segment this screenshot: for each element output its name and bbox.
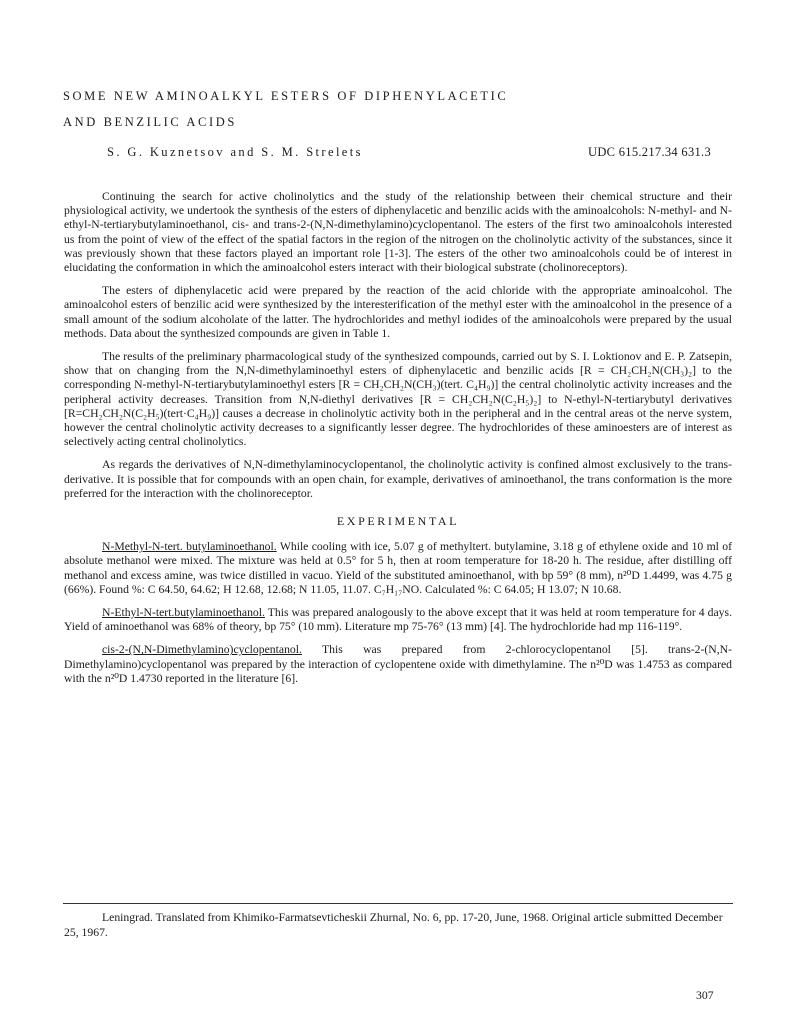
experimental-heading: EXPERIMENTAL xyxy=(336,514,460,529)
compound-name: N-Ethyl-N-tert.butylaminoethanol. xyxy=(102,606,265,620)
paragraph-synthesis: The esters of diphenylacetic acid were prepared by the reaction of the acid chloride with the appropriate aminoalcohol. The aminoalcohol esters of benzilic acid were synthesized by the interesterification of the methyl ester with the aminoalcohol in the presence of a small amount of the sodium alcoholate of the latter. The hydrochlorides and methyl iodides of the aminoalcohols were prepared by the usual methods. Data about the synthesized compounds are given in Table 1. xyxy=(64,284,732,340)
compound-name: cis-2-(N,N-Dimethylamino)cyclopentanol. xyxy=(102,643,302,657)
experimental-text: This was prepared analogously to the above except that it was held at room temperature for 4 days. Yield of aminoethanol was 68% of theory, bp 75° (10 mm). Literature mp 75-76° (13 mm) [4]. The hydrochloride had mp 116-119°. xyxy=(64,606,732,634)
experimental-item-2 xyxy=(64,606,732,634)
authors: S. G. Kuznetsov and S. M. Strelets xyxy=(107,145,363,159)
paragraph-pharmacology: The results of the preliminary pharmacological study of the synthesized compounds, carried out by S. I. Loktionov and E. P. Zatsepin, show that on changing from the N,N-dimethylaminoethyl esters of diphenylacetic and benzilic acids [R = CH₂CH₂N(CH₃)₂] to the corresponding N-methyl-N-tertiarybutylaminoethyl esters [R = CH₂CH₂N(CH₃)(tert. C₄H₉)] the central cholinolytic activity increases and the peripheral activity decreases. Transition from N,N-diethyl derivatives [R = CH₂CH₂N(C₂H₅)₂] to N-ethyl-N-tertiarybutyl derivatives [R=CH₂CH₂N(C₂H₅)(tert·C₄H₉)] causes a decrease in cholinolytic activity both in the peripheral and in the central areas ot the nerve system, however the central cholinolytic activity decreases to a significantly lesser degree. The hydrochlorides of these aminoesters are of interest as selectively acting central cholinolytics. xyxy=(64,350,732,449)
article-title-line-2: AND BENZILIC ACIDS xyxy=(63,115,237,129)
experimental-item-3 xyxy=(64,643,732,686)
compound-name: N-Methyl-N-tert. butylaminoethanol. xyxy=(102,540,277,554)
article-body xyxy=(64,190,732,695)
page-number: 307 xyxy=(696,989,714,1002)
udc-code: UDC 615.217.34 631.3 xyxy=(588,145,712,159)
experimental-item-1 xyxy=(64,540,732,597)
article-title-line-1: SOME NEW AMINOALKYL ESTERS OF DIPHENYLACETIC xyxy=(63,89,509,103)
footnote xyxy=(64,911,732,940)
experimental-text: This was prepared from 2-chlorocyclopentanol [5]. trans-2-(N,N-Dimethylamino)cyclopentanol was prepared by the interaction of cyclopentene oxide with dimethylamine. The n²⁰D was 1.4753 as compared with the n²⁰D 1.4730 reported in the literature [6]. xyxy=(64,643,732,685)
paragraph-cyclopentanol: As regards the derivatives of N,N-dimethylaminocyclopentanol, the cholinolytic activity is confined almost exclusively to the trans-derivative. It is possible that for compounds with an open chain, for example, derivatives of aminoethanol, the trans conformation is the more preferred for the interaction with the cholinoreceptor. xyxy=(64,458,732,500)
footnote-text: Leningrad. Translated from Khimiko-Farmatsevticheskii Zhurnal, No. 6, pp. 17-20, June, 1968. Original article submitted December 25, 1967. xyxy=(64,911,723,939)
experimental-text: While cooling with ice, 5.07 g of methyltert. butylamine, 3.18 g of ethylene oxide and 10 ml of absolute methanol were mixed. The mixture was held at 0.5° for 5 h, then at room temperature for 18-20 h. The residue, after distilling off methanol and excess amine, was twice distilled in vacuo. Yield of the substituted aminoethanol, with bp 59° (8 mm), n²⁰D 1.4499, was 4.75 g (66%). Found %: C 64.50, 64.62; H 12.68, 12.68; N 11.05, 11.07. C₇H₁₇NO. Calculated %: C 64.05; H 13.07; N 10.68. xyxy=(64,540,732,596)
paragraph-intro: Continuing the search for active cholinolytics and the study of the relationship between their chemical structure and their physiological activity, we undertook the synthesis of the esters of diphenylacetic and benzilic acids with the aminoalcohols: N-methyl- and N-ethyl-N-tertiarybutylaminoethanol, cis- and trans-2-(N,N-dimethylamino)cyclopentanol. The esters of the first two aminoalcohols interested us from the point of view of the effect of the spatial factors in the region of the nitrogen on the cholinolytic activity of the substances, since it was previously shown that these factors played an important role [1-3]. The esters of the other two aminoalcohols could be of interest in elucidating the conformation in which the aminoalcohol esters interact with their biological substrate (cholinoreceptors). xyxy=(64,190,732,275)
footnote-divider xyxy=(63,903,733,904)
